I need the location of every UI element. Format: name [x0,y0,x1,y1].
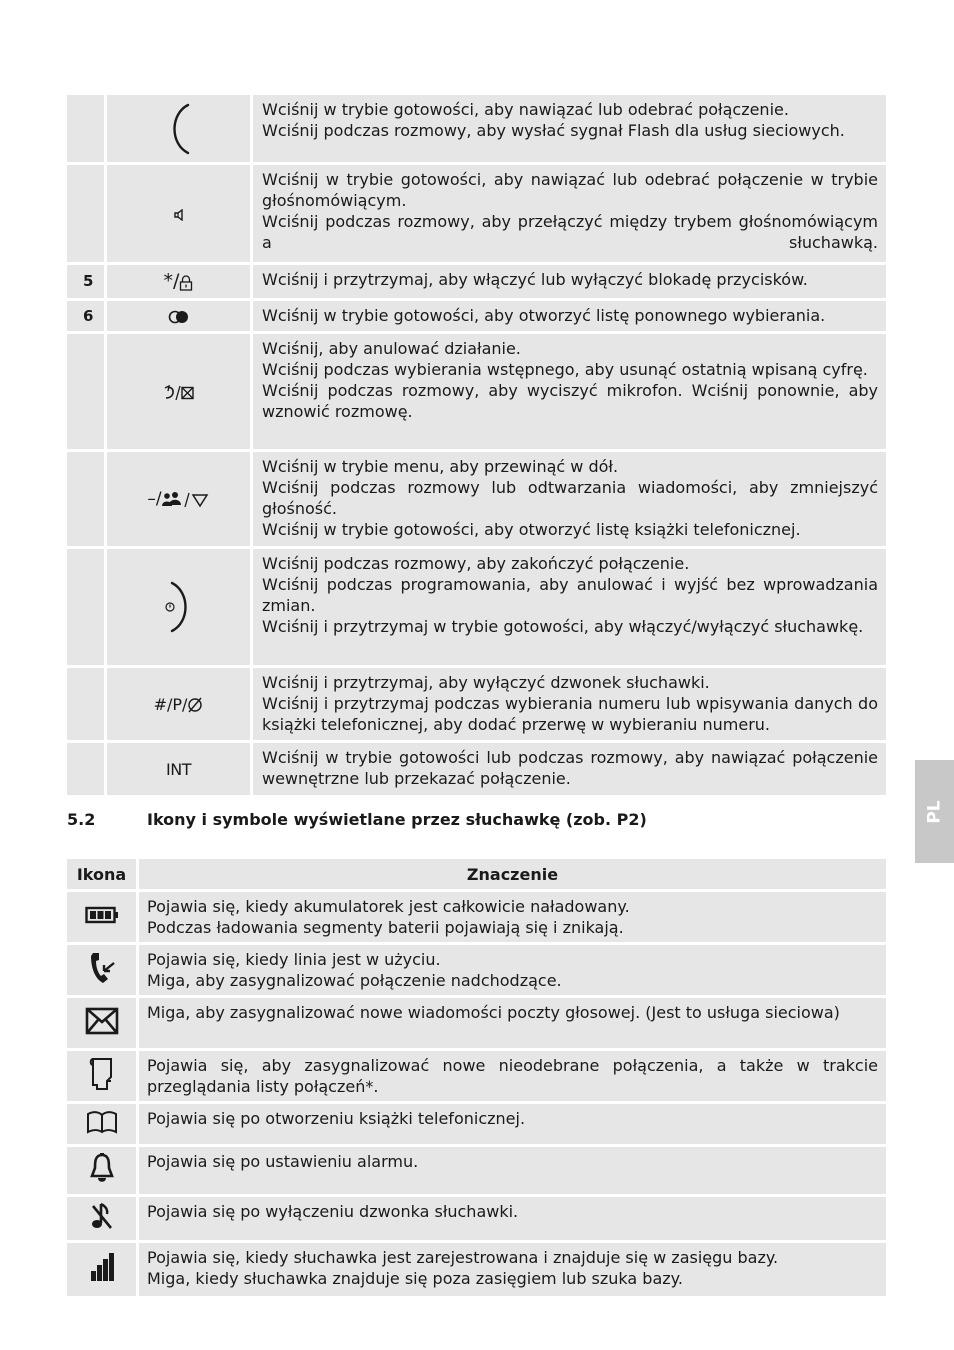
key-symbol [107,301,253,331]
key-description [253,334,886,449]
description-line: Wciśnij podczas rozmowy lub odtwarzania wiadomości, aby zmniejszyć głośność. [262,478,878,518]
table-row [67,892,886,942]
key-description [253,668,886,740]
meaning-line: Miga, aby zasygnalizować nowe wiadomości poczty głosowej. (Jest to usługa sieciowa) [147,1003,840,1022]
table-row [67,998,886,1048]
key-number: 6 [67,301,107,331]
section-number: 5.2 [67,810,96,829]
table-row [67,1243,886,1296]
star-symbol-text: */ [163,270,180,292]
line-in-use-icon [88,951,116,985]
key-symbol [107,334,253,449]
description-line: Wciśnij i przytrzymaj, aby włączyć lub wyłączyć blokadę przycisków. [262,270,808,289]
description-line: Wciśnij podczas programowania, aby anulować i wyjść bez wprowadzania zmian. [262,575,878,615]
alarm-bell-icon [89,1152,115,1184]
description-line: Wciśnij w trybie gotowości, aby nawiązać lub odebrać połączenie w trybie głośnomówiącym. [262,170,878,210]
back-mute-key-icon [163,385,195,401]
description-line: Wciśnij podczas rozmowy, aby wysłać sygnał Flash dla usług sieciowych. [262,121,845,140]
key-symbol [107,265,253,298]
description-line: Wciśnij w trybie menu, aby przewinąć w dół. [262,457,619,476]
key-description [253,549,886,665]
call-list-icon [89,1057,115,1091]
table-row [67,668,886,740]
key-symbol [107,165,253,262]
table-row [67,301,886,331]
icon-cell [67,1147,139,1194]
key-number [67,668,107,740]
icon-cell [67,1197,139,1240]
key-number [67,743,107,795]
meaning-line: Pojawia się po ustawieniu alarmu. [147,1152,419,1171]
key-symbol [107,452,253,546]
meaning-line: Pojawia się po otworzeniu książki telefonicznej. [147,1109,526,1128]
meaning-cell [139,1051,886,1101]
description-line: Wciśnij w trybie gotowości lub podczas rozmowy, aby nawiązać połączenie wewnętrzne lub przekazać połączenie. [262,748,878,788]
key-description [253,743,886,795]
description-line: Wciśnij podczas rozmowy, aby przełączyć między trybem głośnomówiącym a słuchawką. [262,212,878,252]
talk-key-icon [166,102,192,156]
description-line: Wciśnij podczas wybierania wstępnego, aby usunąć ostatnią wpisaną cyfrę. [262,360,868,379]
redial-key-icon [168,310,190,324]
down-phonebook-key-icon [162,492,210,508]
language-tab [915,760,954,863]
description-line: Wciśnij, aby anulować działanie. [262,339,521,358]
key-description [253,452,886,546]
icon-cell [67,1243,139,1296]
description-line: Wciśnij w trybie gotowości, aby otworzyć listę ponownego wybierania. [262,306,826,325]
hash-pause-key-icon [187,697,203,713]
key-description [253,165,886,262]
meaning-cell [139,1147,886,1194]
meaning-cell [139,892,886,942]
icon-cell [67,892,139,942]
key-symbol [107,95,253,162]
key-symbol [107,743,253,795]
meaning-line: Pojawia się, kiedy słuchawka jest zarejestrowana i znajduje się w zasięgu bazy. [147,1248,779,1267]
icon-cell [67,1051,139,1101]
key-number [67,549,107,665]
language-tab-label: PL [924,799,945,824]
table-header-row [67,859,886,889]
table-row [67,1104,886,1144]
meaning-cell [139,1104,886,1144]
table-row [67,1147,886,1194]
description-line: Wciśnij i przytrzymaj podczas wybierania numeru lub wpisywania danych do książki telefonicznej, aby dodać przerwę w wybieraniu numeru. [262,694,878,734]
key-number: 5 [67,265,107,298]
icons-table [67,856,886,1299]
description-line: Wciśnij podczas rozmowy, aby zakończyć połączenie. [262,554,690,573]
meaning-line: Pojawia się, kiedy akumulatorek jest całkowicie naładowany. [147,897,630,916]
table-row [67,1197,886,1240]
ringer-off-icon [89,1201,115,1231]
meaning-line: Podczas ładowania segmenty baterii pojawiają się i znikają. [147,918,624,937]
star-lock-key-icon [179,275,193,291]
section-heading [67,810,767,829]
column-header-meaning: Znaczenie [139,859,886,889]
table-row [67,95,886,162]
meaning-cell [139,998,886,1048]
meaning-line: Pojawia się, aby zasygnalizować nowe nieodebrane połączenia, a także w trakcie przeglądania listy połączeń*. [147,1056,878,1096]
phonebook-icon [86,1110,118,1134]
key-number [67,334,107,449]
meaning-line: Pojawia się, kiedy linia jest w użyciu. [147,950,441,969]
meaning-line: Pojawia się po wyłączeniu dzwonka słuchawki. [147,1202,519,1221]
description-line: Wciśnij w trybie gotowości, aby nawiązać lub odebrać połączenie. [262,100,789,119]
table-row [67,1051,886,1101]
table-row [67,549,886,665]
key-symbol [107,549,253,665]
key-description [253,301,886,331]
table-row [67,265,886,298]
icon-cell [67,1104,139,1144]
key-description [253,265,886,298]
key-number [67,165,107,262]
key-description [253,95,886,162]
table-row [67,165,886,262]
column-header-icon: Ikona [67,859,139,889]
description-line: Wciśnij w trybie gotowości, aby otworzyć listę książki telefonicznej. [262,520,801,539]
icon-cell [67,945,139,995]
battery-icon [85,905,119,925]
signal-strength-icon [89,1251,115,1283]
key-number [67,95,107,162]
meaning-cell [139,1197,886,1240]
meaning-line: Miga, aby zasygnalizować połączenie nadchodzące. [147,971,562,990]
int-key-icon: INT [166,759,191,779]
table-row [67,334,886,449]
description-line: Wciśnij i przytrzymaj w trybie gotowości, aby włączyć/wyłączyć słuchawkę. [262,617,864,636]
key-number [67,452,107,546]
table-row [67,945,886,995]
key-symbol [107,668,253,740]
keys-table [67,92,886,798]
icon-cell [67,998,139,1048]
meaning-line: Miga, kiedy słuchawka znajduje się poza zasięgiem lub szuka bazy. [147,1269,683,1288]
meaning-cell [139,1243,886,1296]
table-row [67,743,886,795]
end-power-key-icon [164,580,194,634]
hash-pause-symbol-text: #/P/ [153,694,188,714]
speaker-key-icon [173,209,185,221]
meaning-cell [139,945,886,995]
table-row [67,452,886,546]
section-title: Ikony i symbole wyświetlane przez słuchawkę (zob. P2) [147,810,647,829]
voicemail-envelope-icon [85,1007,119,1035]
description-line: Wciśnij podczas rozmowy, aby wyciszyć mikrofon. Wciśnij ponownie, aby wznowić rozmowę. [262,381,878,421]
down-symbol-text: –/ [147,489,162,509]
description-line: Wciśnij i przytrzymaj, aby wyłączyć dzwonek słuchawki. [262,673,710,692]
